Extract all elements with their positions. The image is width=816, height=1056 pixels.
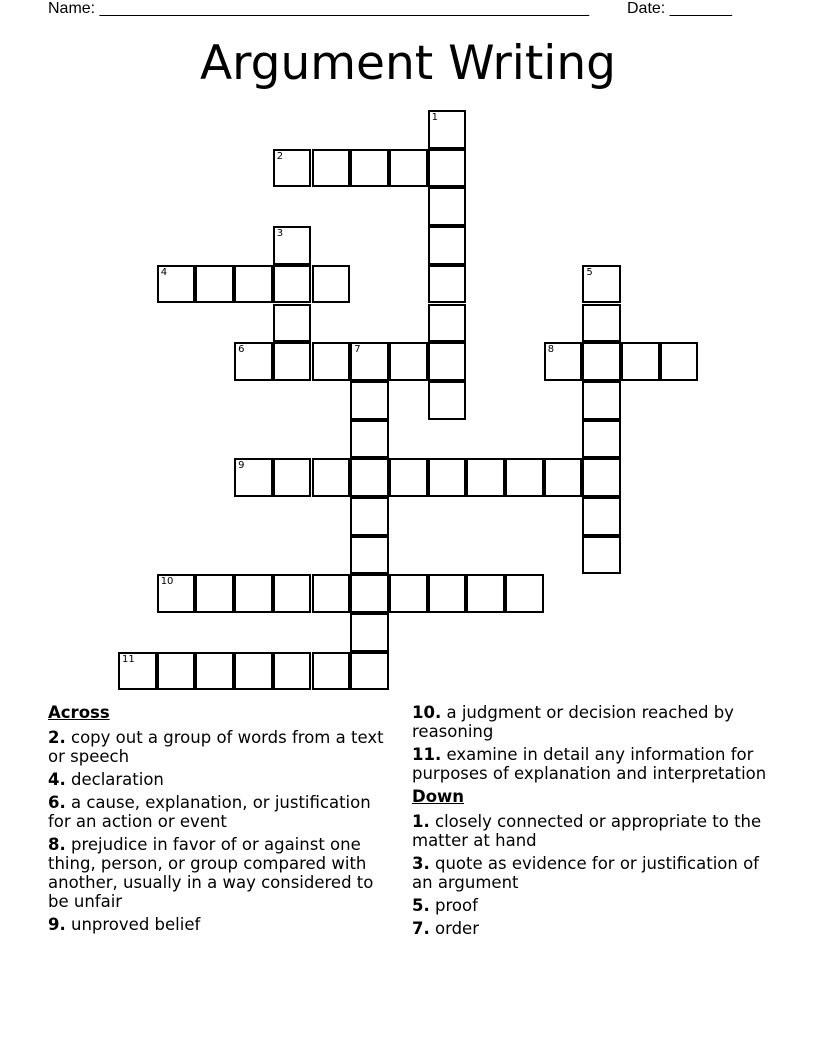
crossword-cell[interactable]: [428, 342, 467, 381]
clues-column-left: [48, 703, 393, 938]
down-clue-1: 1. closely connected or appropriate to the matter at hand: [412, 812, 762, 850]
crossword-cell[interactable]: [273, 304, 312, 343]
crossword-cell[interactable]: [582, 497, 621, 536]
crossword-cell[interactable]: [544, 458, 583, 497]
crossword-cell[interactable]: [312, 149, 351, 188]
down-clue-7: 7. order: [412, 919, 479, 938]
across-clue-11: 11. examine in detail any information for purposes of explanation and interpretation: [412, 745, 767, 783]
clues-column-right: [412, 703, 772, 942]
across-clue-6: 6. a cause, explanation, or justification for an action or event: [48, 793, 371, 831]
crossword-cell[interactable]: [582, 304, 621, 343]
crossword-cell[interactable]: [544, 342, 583, 381]
cell-number: 9: [238, 460, 245, 472]
crossword-cell[interactable]: [195, 652, 234, 691]
crossword-cell[interactable]: [350, 458, 389, 497]
crossword-cell[interactable]: [389, 149, 428, 188]
crossword-cell[interactable]: [660, 342, 699, 381]
crossword-cell[interactable]: [505, 574, 544, 613]
crossword-cell[interactable]: [273, 652, 312, 691]
cell-number: 11: [122, 653, 135, 665]
cell-number: 2: [276, 150, 284, 162]
crossword-cell[interactable]: [428, 265, 467, 304]
crossword-cell[interactable]: [234, 265, 273, 304]
crossword-cell[interactable]: [389, 458, 428, 497]
crossword-cell[interactable]: [273, 574, 312, 613]
cell-number: 3: [276, 228, 284, 240]
crossword-cell[interactable]: [312, 652, 351, 691]
crossword-cell[interactable]: [350, 574, 389, 613]
across-clue-9: 9. unproved belief: [48, 915, 201, 934]
crossword-cell[interactable]: [428, 226, 467, 265]
crossword-cell[interactable]: [582, 458, 621, 497]
down-clue-3: 3. quote as evidence for or justification of an argument: [412, 854, 759, 892]
crossword-cell[interactable]: [234, 458, 273, 497]
crossword-cell[interactable]: [350, 497, 389, 536]
crossword-cell[interactable]: [428, 110, 467, 149]
crossword-cell[interactable]: [582, 420, 621, 459]
crossword-cell[interactable]: [466, 574, 505, 613]
across-clue-8: 8. prejudice in favor of or against one thing, person, or group compared with another, usually in a way considered to be unfair: [48, 835, 374, 911]
crossword-cell[interactable]: [312, 342, 351, 381]
crossword-cell[interactable]: [350, 652, 389, 691]
crossword-cell[interactable]: [428, 458, 467, 497]
crossword-cell[interactable]: [582, 536, 621, 575]
page-title: Argument Writing: [200, 36, 616, 91]
crossword-cell[interactable]: [428, 304, 467, 343]
crossword-cell[interactable]: [389, 342, 428, 381]
down-clue-5: 5. proof: [412, 896, 478, 915]
crossword-cell[interactable]: [582, 265, 621, 304]
crossword-cell[interactable]: [350, 342, 389, 381]
crossword-cell[interactable]: [273, 342, 312, 381]
down-heading: Down: [412, 787, 465, 806]
crossword-cell[interactable]: [350, 536, 389, 575]
crossword-cell[interactable]: [273, 226, 312, 265]
crossword-cell[interactable]: [157, 652, 196, 691]
crossword-cell[interactable]: [234, 342, 273, 381]
cell-number: 7: [354, 344, 361, 356]
name-field[interactable]: Name: _______________________________________________________: [48, 0, 589, 17]
cell-number: 8: [547, 344, 555, 356]
crossword-cell[interactable]: [428, 574, 467, 613]
crossword-cell[interactable]: [621, 342, 660, 381]
crossword-cell[interactable]: [350, 149, 389, 188]
cell-number: 6: [238, 344, 245, 356]
crossword-cell[interactable]: [312, 458, 351, 497]
crossword-cell[interactable]: [312, 265, 351, 304]
crossword-cell[interactable]: [195, 574, 234, 613]
crossword-cell[interactable]: [312, 574, 351, 613]
crossword-cell[interactable]: [582, 342, 621, 381]
across-heading: Across: [48, 703, 110, 722]
cell-number: 10: [160, 576, 174, 588]
across-clue-2: 2. copy out a group of words from a text or speech: [48, 728, 384, 766]
crossword-cell[interactable]: [389, 574, 428, 613]
across-clue-10: 10. a judgment or decision reached by reasoning: [412, 703, 734, 741]
crossword-cell[interactable]: [234, 574, 273, 613]
crossword-cell[interactable]: [428, 149, 467, 188]
crossword-cell[interactable]: [234, 652, 273, 691]
crossword-cell[interactable]: [273, 265, 312, 304]
crossword-cell[interactable]: [118, 652, 157, 691]
cell-number: 1: [431, 112, 438, 123]
crossword-cell[interactable]: [195, 265, 234, 304]
crossword-cell[interactable]: [350, 381, 389, 420]
crossword-cell[interactable]: [505, 458, 544, 497]
crossword-cell[interactable]: [273, 149, 312, 188]
crossword-cell[interactable]: [466, 458, 505, 497]
crossword-cell[interactable]: [157, 265, 196, 304]
date-field[interactable]: Date: _______: [627, 0, 732, 17]
cell-number: 4: [160, 266, 168, 278]
crossword-cell[interactable]: [350, 420, 389, 459]
crossword-cell[interactable]: [157, 574, 196, 613]
crossword-cell[interactable]: [273, 458, 312, 497]
crossword-cell[interactable]: [428, 381, 467, 420]
cell-number: 5: [586, 266, 593, 278]
crossword-cell[interactable]: [350, 613, 389, 652]
crossword-cell[interactable]: [428, 187, 467, 226]
crossword-cell[interactable]: [582, 381, 621, 420]
across-clue-4: 4. declaration: [48, 770, 164, 789]
